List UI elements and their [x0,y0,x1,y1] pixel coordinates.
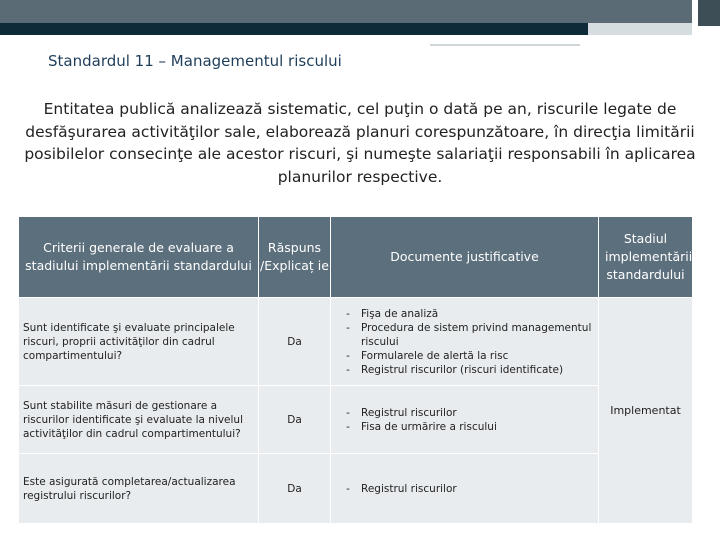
documente-cell [331,386,599,454]
intro-paragraph: Entitatea publică analizează sistematic, cel puţin o dată pe an, riscurile legate de desfăşurarea activităţilor sale, elaborează planuri corespunzătoare, în direcţia limitării posibilelor consecinţe ale acestor riscuri, şi numeşte salariaţii responsabili în aplicarea planurilor respective. [24,100,696,186]
doc-text: Fisa de urmărire a riscului [361,420,497,433]
accent-line [430,44,580,46]
table-row [19,298,693,386]
doc-item [335,349,594,363]
header-band [0,0,720,23]
doc-bullet: - [346,307,350,320]
documente-cell [331,298,599,386]
doc-text: Fişa de analiză [361,307,439,320]
doc-item [335,406,594,420]
criteriu-cell: Este asigurată completarea/actualizarea registrului riscurilor? [19,454,259,524]
table-header-row [19,217,693,298]
doc-text: Registrul riscurilor (riscuri identificate) [361,363,564,376]
documente-cell [331,454,599,524]
doc-item [335,363,594,377]
header-raspuns: Răspuns /Explicaț ie [259,217,331,298]
doc-text: Registrul riscurilor [361,482,457,495]
slide-title: Standardul 11 – Managementul riscului [48,52,342,70]
header-stadiul: Stadiul implementării standardului [599,217,693,298]
doc-bullet: - [346,349,350,362]
evaluation-table [18,216,693,524]
stadiu-cell: Implementat [599,298,693,524]
raspuns-cell: Da [259,454,331,524]
table-row [19,386,693,454]
doc-text: Registrul riscurilor [361,406,457,419]
doc-bullet: - [346,363,350,376]
doc-bullet: - [346,420,350,433]
doc-bullet: - [346,482,350,495]
table-row [19,454,693,524]
header-criterii: Criterii generale de evaluare a stadiului implementării standardului [19,217,259,298]
header-corner-dark [698,0,720,26]
criteriu-cell: Sunt identificate şi evaluate principalele riscuri, proprii activităţilor din cadrul compartimentului? [19,298,259,386]
raspuns-cell: Da [259,298,331,386]
criteriu-cell: Sunt stabilite măsuri de gestionare a riscurilor identificate şi evaluate la nivelul activităţilor din cadrul compartimentului? [19,386,259,454]
doc-bullet: - [346,406,350,419]
doc-text: Formularele de alertă la risc [361,349,509,362]
doc-item [335,307,594,321]
raspuns-cell: Da [259,386,331,454]
doc-bullet: - [346,321,350,334]
doc-text: Procedura de sistem privind managementul riscului [361,321,592,348]
doc-item [335,482,594,496]
header-band-dark [0,23,588,35]
doc-item [335,420,594,434]
header-documente: Documente justificative [331,217,599,298]
doc-item [335,321,594,349]
